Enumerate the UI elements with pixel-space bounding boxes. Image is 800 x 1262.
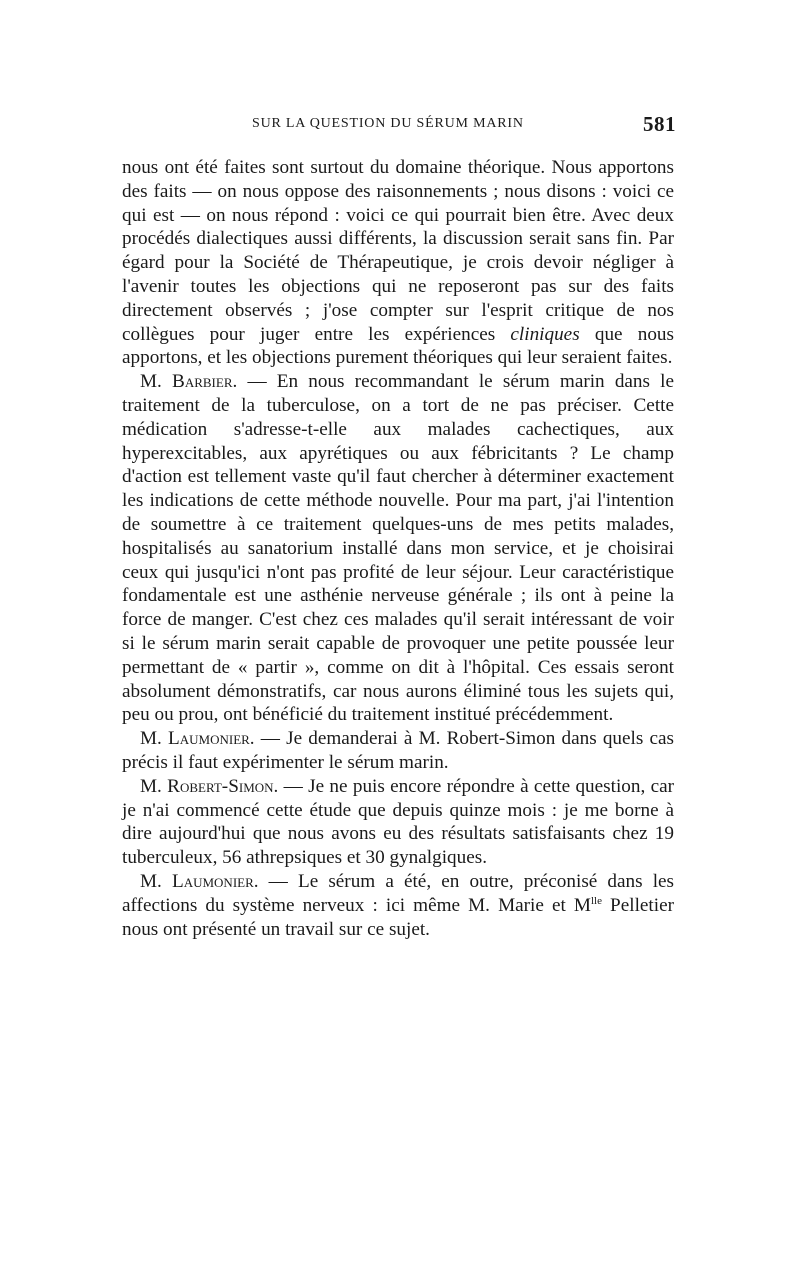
paragraph-text: nous ont été faites sont surtout du domaine théorique. Nous apportons des faits — on nous oppose des raisonnements ; nous disons : voici ce qui est — on nous répond : voici ce qui pourrait bien être. Avec deux procédés dialectiques aussi différents, la discussion serait sans fin. Par égard pour la Société de Thérapeutique, je crois devoir négliger à l'avenir toutes les objections qui ne reposeront pas sur des faits directement observés ; j'ose compter sur l'esprit critique de nos collègues pour juger entre les expériences	[122, 157, 674, 345]
paragraph-text: que nous apportons, et les objections purement théoriques qui leur seraient faites.	[122, 323, 674, 369]
running-title: SUR LA QUESTION DU SÉRUM MARIN	[252, 116, 524, 131]
paragraph-barbier	[122, 370, 674, 727]
paragraph-text: — Je ne puis encore répondre à cette question, car je n'ai commencé cette étude que depuis quinze mois : je me borne à dire aujourd'hui que nous avons eu des résultats satisfaisants chez 19 tuberculeux, 56 athrepsiques et 30 gynalgiques.	[122, 775, 674, 869]
running-header	[122, 112, 674, 142]
speaker-name: Laumonier.	[168, 728, 255, 750]
italic-term: cliniques	[510, 323, 580, 345]
paragraph-text: — En nous recommandant le sérum marin dans le traitement de la tuberculose, on a tort de ne pas préciser. Cette médication s'adresse-t-elle aux malades cachectiques, aux hyperexcitables, aux apyrétiques ou aux fébricitants ? Le champ d'action est tellement vaste qu'il faut chercher à déterminer exactement les indications de cette méthode nouvelle. Pour ma part, j'ai l'intention de soumettre à ce traitement quelques-uns de mes petits malades, hospitalisés au sanatorium installé dans mon service, et je choisirai ceux qui jusqu'ici n'ont pas profité de leur séjour. Leur caractéristique fondamentale est une asthénie nerveuse générale ; ils ont à peine la force de manger. C'est chez ces malades qu'il serait intéressant de voir si le sérum marin serait capable de provoquer une petite poussée leur permettant de « partir », comme on dit à l'hôpital. Ces essais seront absolument démonstratifs, car nous aurons éliminé tous les sujets qui, peu ou prou, ont bénéficié du traitement institué précédemment.	[122, 371, 674, 726]
paragraph-laumonier-2	[122, 870, 674, 941]
speaker-name: Robert-Simon.	[167, 775, 279, 797]
speaker-name: Laumonier.	[171, 870, 259, 892]
body-text	[122, 156, 674, 941]
speaker-prefix: M.	[140, 371, 173, 393]
paragraph-continuation	[122, 156, 674, 370]
speaker-prefix: M.	[140, 775, 168, 797]
paragraph-laumonier-1	[122, 727, 674, 775]
speaker-prefix: M.	[140, 870, 172, 892]
superscript-abbrev: lle	[590, 894, 602, 907]
paragraph-text: — Le sérum a été, en outre, préconisé dans les affections du système nerveux : ici même M. Marie et M	[122, 870, 675, 916]
speaker-name: Barbier.	[172, 371, 238, 393]
paragraph-text: — Je demanderai à M. Robert-Simon dans quels cas précis il faut expérimenter le sérum marin.	[122, 728, 675, 773]
document-page	[122, 112, 674, 941]
page-number: 581	[643, 112, 676, 136]
speaker-prefix: M.	[140, 728, 169, 750]
paragraph-text: Pelletier nous ont présenté un travail sur ce sujet.	[122, 894, 674, 940]
paragraph-robert-simon	[122, 775, 674, 870]
